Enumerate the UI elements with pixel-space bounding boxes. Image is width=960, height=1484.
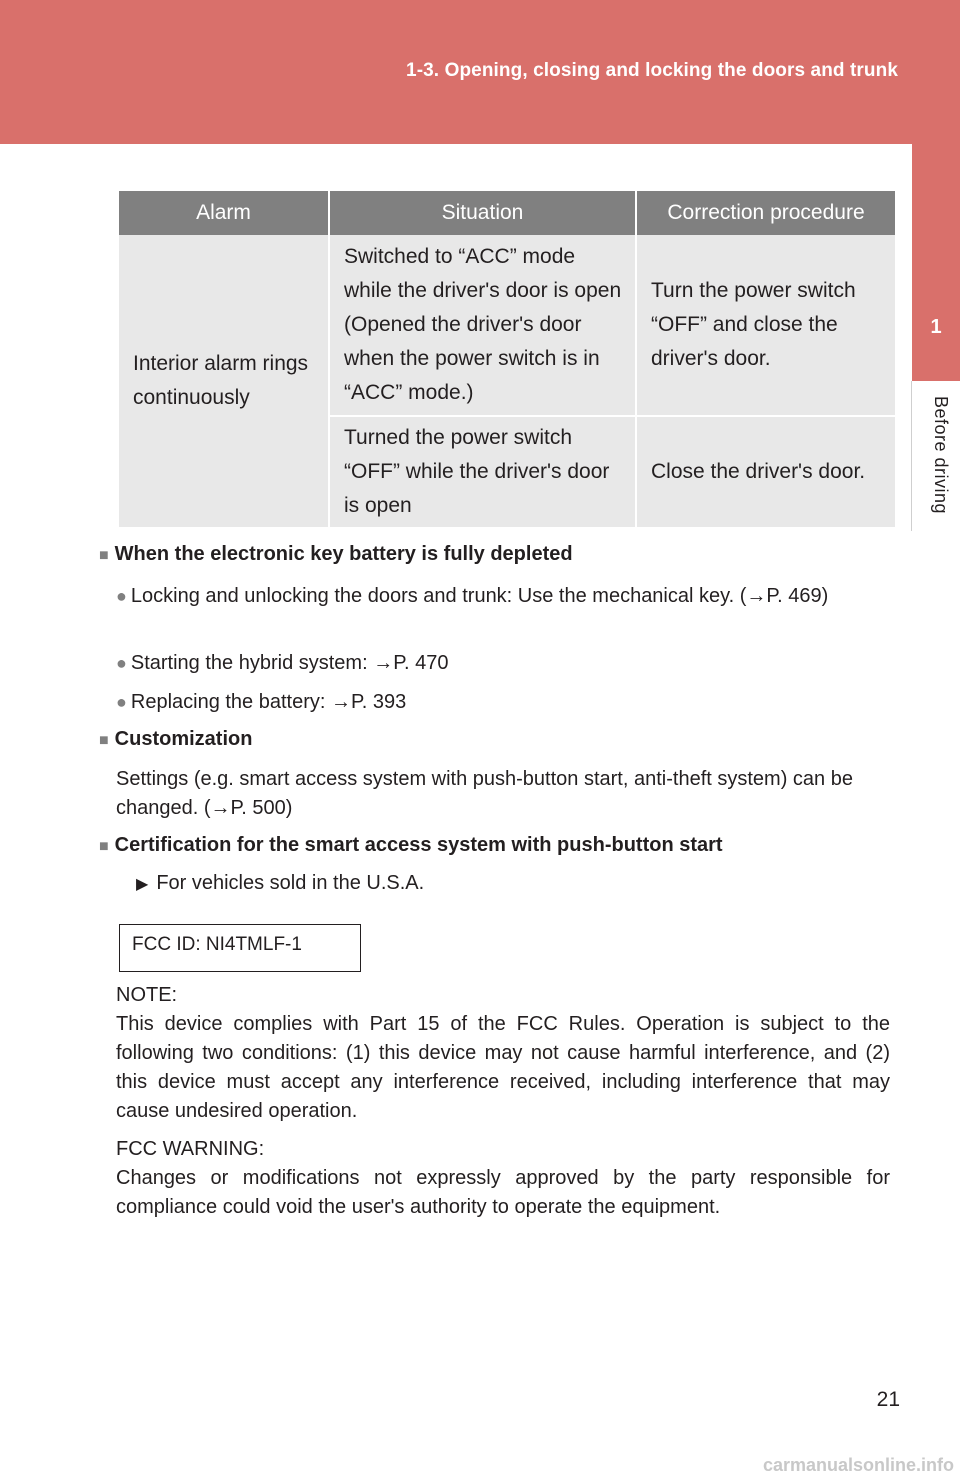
vehicle-region-label: ▶ For vehicles sold in the U.S.A.	[136, 872, 425, 894]
heading-customization: ■ Customization	[99, 728, 253, 750]
list-item: ● Starting the hybrid system: →P. 470	[116, 652, 449, 674]
side-divider	[911, 381, 912, 531]
correction-cell: Turn the power switch “OFF” and close the driver's door.	[636, 235, 895, 416]
column-header-correction: Correction procedure	[636, 191, 895, 235]
square-bullet-icon: ■	[99, 838, 109, 855]
column-header-situation: Situation	[329, 191, 636, 235]
round-bullet-icon: ●	[116, 653, 127, 673]
column-header-alarm: Alarm	[119, 191, 329, 235]
square-bullet-icon: ■	[99, 732, 109, 749]
list-item: ● Locking and unlocking the doors and trunk: Use the mechanical key. (→P. 469)	[116, 585, 829, 607]
note-label: NOTE:	[116, 984, 178, 1006]
alarm-cell: Interior alarm rings continuously	[119, 235, 329, 528]
round-bullet-icon: ●	[116, 586, 127, 606]
note-text: This device complies with Part 15 of the FCC Rules. Operation is subject to the following two conditions: (1) this device may not cause harmful interference, and (2) this device must accept any interference received, including interference that may cause undesired operation.	[116, 1013, 890, 1122]
heading-key-battery-depleted: ■ When the electronic key battery is fully depleted	[99, 543, 573, 565]
warning-label: FCC WARNING:	[116, 1138, 265, 1160]
round-bullet-icon: ●	[116, 692, 127, 712]
square-bullet-icon: ■	[99, 547, 109, 564]
table-row	[119, 235, 895, 416]
header-band	[0, 0, 960, 144]
correction-cell: Close the driver's door.	[636, 416, 895, 528]
chapter-number: 1	[930, 316, 942, 338]
warning-text: Changes or modifications not expressly approved by the party responsible for compliance could void the user's authority to operate the equipment.	[116, 1167, 890, 1218]
list-item: ● Replacing the battery: →P. 393	[116, 691, 407, 713]
situation-cell: Turned the power switch “OFF” while the driver's door is open	[329, 416, 636, 528]
table-header-row	[119, 191, 895, 235]
situation-cell: Switched to “ACC” mode while the driver's door is open (Opened the driver's door when the power switch is in “ACC” mode.)	[329, 235, 636, 416]
customization-text: Settings (e.g. smart access system with push-button start, anti-theft system) can be changed. (→P. 500)	[116, 768, 853, 819]
chapter-tab[interactable]	[912, 144, 960, 381]
chapter-label: Before driving	[931, 396, 951, 515]
fcc-id-box: FCC ID: NI4TMLF-1	[119, 924, 361, 972]
section-title: 1-3. Opening, closing and locking the doors and trunk	[406, 60, 898, 81]
page-number: 21	[876, 1388, 900, 1411]
watermark: carmanualsonline.info	[762, 1455, 954, 1475]
heading-certification: ■ Certification for the smart access system with push-button start	[99, 834, 723, 856]
triangle-arrow-icon: ▶	[136, 876, 149, 893]
alarm-table	[119, 191, 895, 529]
